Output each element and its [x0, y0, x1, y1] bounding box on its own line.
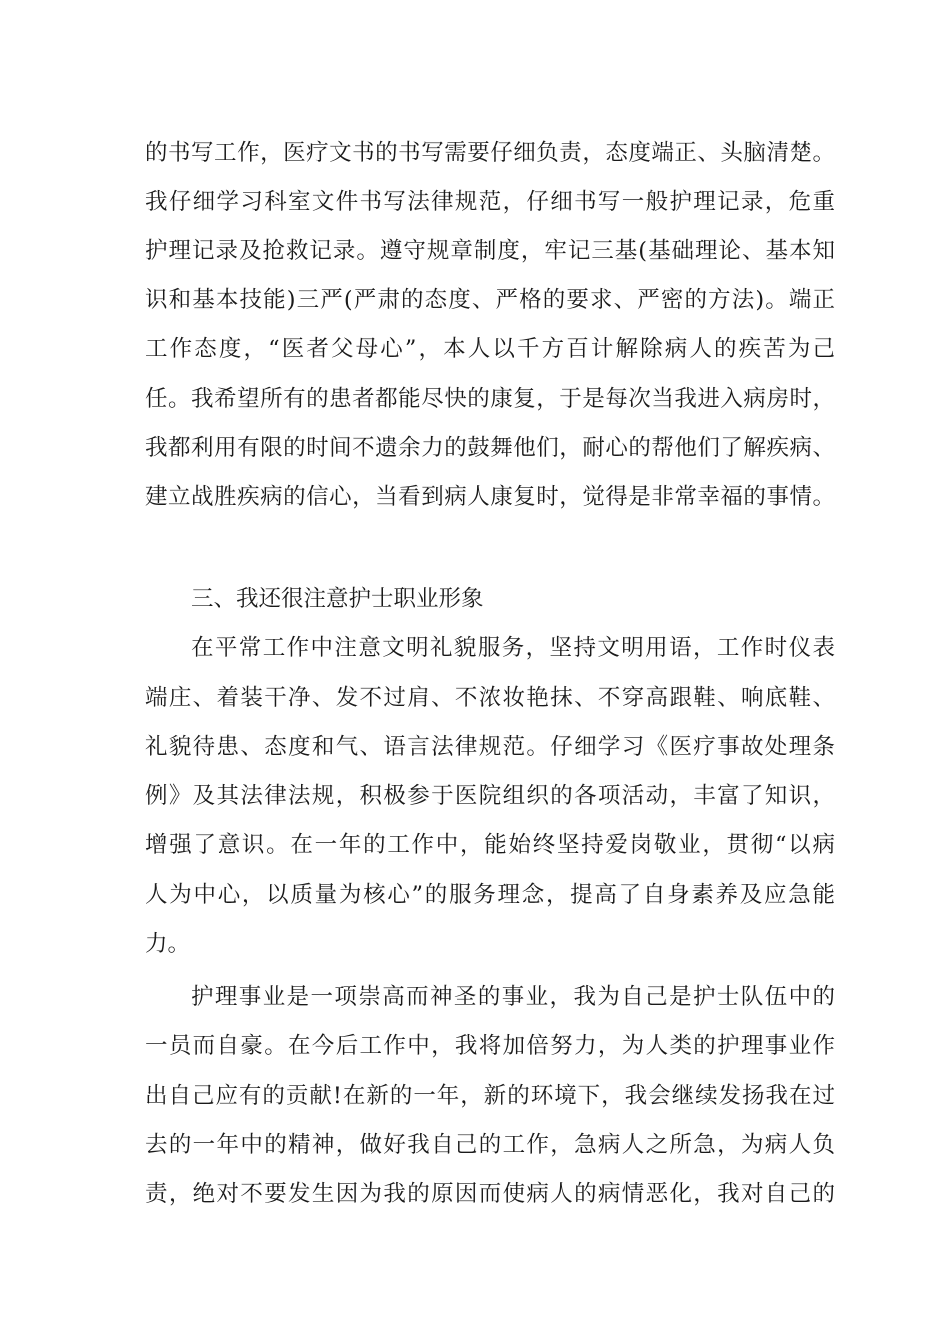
paragraph-line: 一员而自豪。在今后工作中，我将加倍努力，为人类的护理事业作: [145, 1033, 835, 1059]
paragraph-line: 去的一年中的精神，做好我自己的工作，急病人之所急，为病人负: [145, 1132, 835, 1158]
paragraph-line: 护理事业是一项崇高而神圣的事业，我为自己是护士队伍中的: [191, 984, 835, 1010]
paragraph-line: 识和基本技能)三严(严肃的态度、严格的要求、严密的方法)。端正: [145, 287, 835, 313]
paragraph-line: 力。: [145, 931, 191, 957]
paragraph-line: 我仔细学习科室文件书写法律规范，仔细书写一般护理记录，危重: [145, 189, 835, 215]
paragraph-line: 工作态度，“医者父母心”，本人以千方百计解除病人的疾苦为己: [145, 336, 835, 362]
paragraph-line: 例》及其法律法规，积极参于医院组织的各项活动，丰富了知识，: [145, 783, 835, 809]
paragraph-line: 的书写工作，医疗文书的书写需要仔细负责，态度端正、头脑清楚。: [145, 140, 835, 166]
paragraph-line: 责，绝对不要发生因为我的原因而使病人的病情恶化，我对自己的: [145, 1181, 835, 1207]
paragraph-line: 端庄、着装干净、发不过肩、不浓妆艳抹、不穿高跟鞋、响底鞋、: [145, 685, 835, 711]
paragraph-line: 礼貌待患、态度和气、语言法律规范。仔细学习《医疗事故处理条: [145, 734, 835, 760]
paragraph-line: 护理记录及抢救记录。遵守规章制度，牢记三基(基础理论、基本知: [145, 238, 835, 264]
paragraph-line: 出自己应有的贡献!在新的一年，新的环境下，我会继续发扬我在过: [145, 1083, 835, 1109]
paragraph-line: 建立战胜疾病的信心，当看到病人康复时，觉得是非常幸福的事情。: [145, 484, 835, 510]
paragraph-line: 任。我希望所有的患者都能尽快的康复，于是每次当我进入病房时，: [145, 386, 835, 412]
paragraph-line: 人为中心，以质量为核心”的服务理念，提高了自身素养及应急能: [145, 882, 835, 908]
section-heading: 三、我还很注意护士职业形象: [191, 586, 484, 612]
paragraph-line: 在平常工作中注意文明礼貌服务，坚持文明用语，工作时仪表: [191, 635, 835, 661]
paragraph-line: 我都利用有限的时间不遗余力的鼓舞他们，耐心的帮他们了解疾病、: [145, 435, 835, 461]
paragraph-line: 增强了意识。在一年的工作中，能始终坚持爱岗敬业，贯彻“以病: [145, 832, 835, 858]
